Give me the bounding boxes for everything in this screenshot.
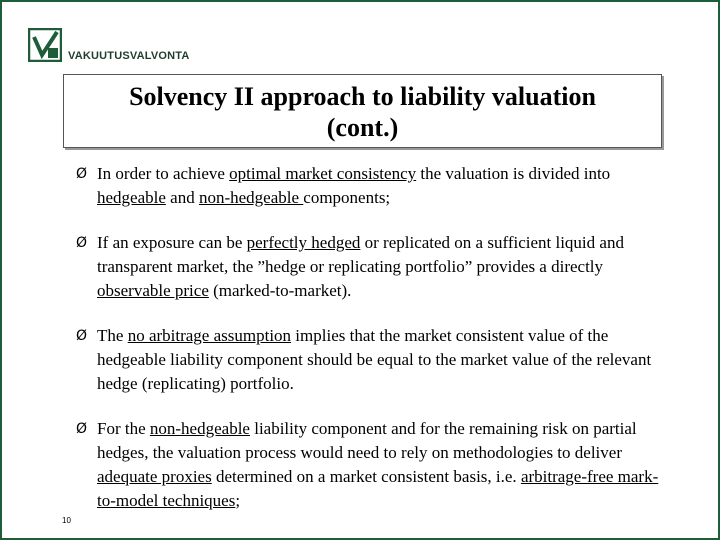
underlined-term: non-hedgeable [149, 419, 250, 438]
page-title-line-2: (cont.) [326, 113, 399, 142]
bullet-text [97, 417, 666, 513]
bullet-list [76, 162, 666, 534]
underlined-term: perfectly hedged [246, 233, 361, 252]
underlined-term: non-hedgeable [198, 188, 304, 207]
bullet-arrow-icon: Ø [76, 235, 88, 251]
underlined-term: no arbitrage assumption [127, 326, 292, 345]
underlined-term: observable price [97, 281, 209, 300]
logo-text: VAKUUTUSVALVONTA [68, 50, 190, 62]
bullet-text-segment: In order to achieve [97, 164, 230, 183]
bullet-text-segment: The [97, 326, 128, 345]
bullet-text-segment: For the [97, 419, 150, 438]
bullet-text-segment: (marked-to-market). [208, 281, 352, 300]
bullet-item [76, 417, 666, 513]
bullet-arrow-icon: Ø [76, 328, 88, 344]
page-title-line-1: Solvency II approach to liability valuation [129, 82, 596, 111]
bullet-text [97, 162, 666, 210]
underlined-term: adequate proxies [97, 467, 212, 486]
underlined-term: arbitrage-free mark-to-model techniques [97, 467, 659, 510]
bullet-text-segment: If an exposure can be [97, 233, 247, 252]
bullet-text [97, 231, 666, 303]
bullet-arrow-icon: Ø [76, 421, 88, 437]
bullet-text-segment: or replicated on a sufficient liquid and transparent market, the ”hedge or replicating portfolio” provides a directly [97, 233, 624, 276]
bullet-item [76, 231, 666, 303]
page-number: 10 [62, 516, 71, 525]
bullet-text-segment: liability component and for the remaining risk on partial hedges, the valuation process would need to rely on methodologies to deliver [97, 419, 637, 462]
bullet-text [97, 324, 666, 396]
bullet-text-segment: determined on a market consistent basis, i.e. [211, 467, 521, 486]
bullet-item [76, 324, 666, 396]
bullet-text-segment: and [165, 188, 199, 207]
bullet-text-segment: ; [235, 491, 241, 510]
bullet-item [76, 162, 666, 210]
bullet-text-segment: the valuation is divided into [416, 164, 611, 183]
bullet-text-segment: implies that the market consistent value of the hedgeable liability component should be equal to the market value of the relevant hedge (replicating) portfolio. [97, 326, 652, 393]
bullet-text-segment: components; [303, 188, 391, 207]
logo [28, 28, 190, 62]
title-box [63, 74, 662, 148]
bullet-arrow-icon: Ø [76, 166, 88, 182]
vakuutusvalvonta-logo-icon [28, 28, 62, 62]
underlined-term: optimal market consistency [229, 164, 417, 183]
underlined-term: hedgeable [97, 188, 166, 207]
